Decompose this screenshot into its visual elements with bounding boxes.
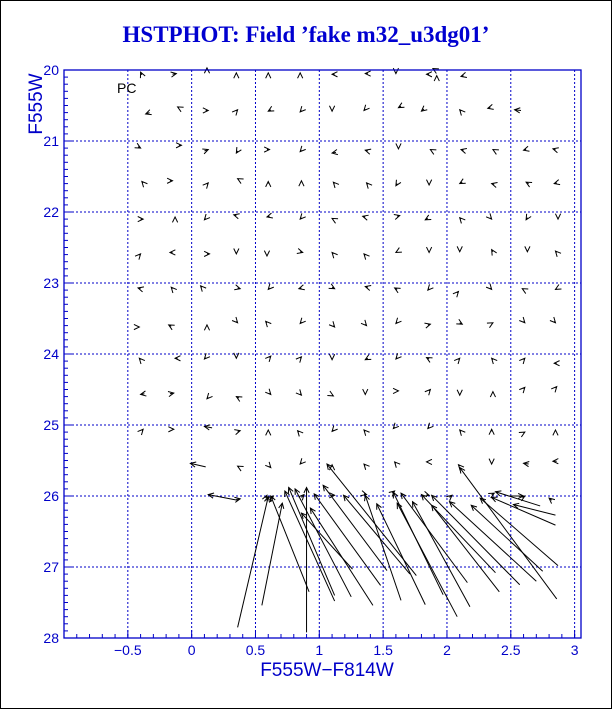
y-axis-label: F555W [26,73,47,135]
y-axis-ticks [43,62,72,646]
displacement-arrow [202,149,208,154]
displacement-arrow [234,248,239,253]
displacement-arrow [456,319,462,324]
displacement-arrow [492,358,498,364]
displacement-arrow [461,72,467,77]
displacement-arrow [300,458,306,464]
displacement-arrow [204,251,209,256]
displacement-arrow [264,251,269,256]
displacement-arrow [300,146,306,152]
displacement-arrow [236,147,241,153]
displacement-arrow [394,214,400,219]
displacement-arrow [555,251,561,257]
displacement-arrow [266,181,271,186]
displacement-arrow [525,246,530,251]
displacement-arrow [170,250,175,255]
chart-title: HSTPHOT: Field ’fake m32_u3dg01’ [122,22,490,47]
displacement-arrow [490,392,495,397]
y-tick-label: 22 [43,204,59,220]
displacement-arrow [135,254,141,260]
displacement-arrow [396,143,401,148]
displacement-arrow [329,106,334,111]
displacement-arrow [519,358,525,364]
displacement-arrow [304,487,309,632]
displacement-arrow [299,285,305,290]
y-tick-label: 20 [43,62,59,78]
displacement-arrow [549,498,555,503]
y-tick-label: 27 [43,559,59,575]
x-tick-label: 2.5 [501,642,521,658]
displacement-arrow [555,214,560,219]
displacement-arrow [492,497,556,525]
displacement-arrow [238,179,244,184]
displacement-arrow [519,432,525,437]
displacement-arrow [238,466,244,471]
displacement-arrow [234,285,240,290]
displacement-arrow [364,430,370,436]
displacement-arrow [232,317,238,323]
displacement-arrow [238,497,270,628]
displacement-arrow [397,503,457,617]
displacement-arrow [377,504,426,605]
displacement-arrow [207,393,213,399]
displacement-arrow [519,317,525,323]
displacement-arrow [141,391,147,396]
displacement-arrow [332,426,338,432]
displacement-arrow [493,150,499,155]
displacement-arrow [332,72,337,77]
displacement-arrow [396,318,402,324]
displacement-arrow [524,146,530,151]
displacement-arrow [169,325,175,330]
displacement-arrow [236,397,242,402]
displacement-arrow [266,321,272,327]
displacement-arrow [285,491,335,601]
displacement-arrow [168,427,173,432]
displacement-arrow [365,285,371,290]
displacement-arrow [425,390,431,396]
displacement-arrow [300,106,306,112]
displacement-arrow [176,143,181,148]
displacement-arrow [178,107,184,112]
displacement-arrow [135,143,141,148]
x-tick-label: 1 [315,642,324,658]
displacement-arrow [460,179,466,184]
displacement-arrow [428,423,434,429]
displacement-arrow [365,71,370,76]
displacement-arrow [427,358,433,363]
y-tick-label: 24 [43,346,59,362]
displacement-arrow [204,214,210,220]
displacement-arrow [208,493,237,500]
displacement-arrow [515,108,521,113]
displacement-arrow [139,358,145,364]
x-tick-label: 3 [570,642,579,658]
displacement-arrow [361,320,367,326]
displacement-arrow [396,180,401,186]
displacement-arrow [296,389,302,395]
displacement-arrow [167,178,172,183]
displacement-arrow [171,72,177,77]
displacement-arrow [396,248,402,253]
displacement-arrow [426,180,431,185]
displacement-arrow [526,214,531,220]
y-tick-label: 28 [43,630,59,646]
displacement-arrow [433,69,439,74]
displacement-arrow [175,356,180,361]
displacement-arrow [460,468,557,599]
displacement-arrow [262,503,284,605]
displacement-arrow [460,430,466,436]
y-tick-label: 23 [43,275,59,291]
displacement-arrow [553,459,558,464]
displacement-arrow [300,213,306,219]
displacement-arrow [297,249,303,254]
displacement-arrow [300,318,306,324]
displacement-arrow [268,106,274,111]
displacement-arrow [425,215,431,220]
displacement-arrow [172,217,177,222]
displacement-arrow [430,150,436,155]
displacement-arrow [265,462,271,468]
displacement-arrow [395,462,401,468]
displacement-arrow [204,425,212,430]
displacement-arrow [168,391,174,396]
displacement-arrow [421,106,427,111]
displacement-arrow [364,254,370,260]
displacement-arrow [265,389,271,395]
displacement-arrow [522,289,528,294]
displacement-arrow [270,496,309,592]
displacement-arrow [146,110,152,115]
displacement-arrow [486,284,492,290]
displacement-arrow [134,324,139,329]
displacement-arrow [550,317,556,323]
displacement-arrow [454,358,460,364]
x-axis-label: F555W−F814W [260,660,394,681]
displacement-arrow [142,181,148,187]
displacement-arrow [268,284,274,290]
displacement-arrow [492,183,498,188]
displacement-arrow [427,72,432,77]
displacement-arrow [553,430,558,435]
displacement-arrow [487,323,493,328]
displacement-arrow [332,218,338,223]
displacement-arrow [554,180,560,185]
displacement-arrow [524,461,530,466]
displacement-arrow [457,390,462,395]
displacement-arrow [393,388,398,393]
x-tick-label: 1.5 [373,642,393,658]
displacement-arrow [393,423,399,429]
grid-lines [64,70,581,638]
displacement-arrow [519,387,525,393]
displacement-arrow [367,183,373,189]
displacement-arrow [327,391,333,396]
x-tick-label: 2 [443,642,451,658]
displacement-arrow [329,284,335,289]
displacement-arrow [138,287,144,292]
displacement-arrow [363,389,368,394]
displacement-arrow [204,325,209,330]
y-tick-label: 21 [43,133,59,149]
displacement-arrow [488,104,494,109]
displacement-arrow [395,288,401,293]
displacement-arrow [393,68,398,73]
x-tick-label: 0.5 [245,642,266,658]
displacement-arrow [171,287,177,293]
displacement-arrow [426,247,431,252]
displacement-arrow [266,73,271,78]
displacement-arrow [364,464,370,470]
displacement-arrow [266,430,271,435]
displacement-arrow [332,252,338,258]
displacement-arrow [234,73,239,78]
panel-label: PC [117,80,137,96]
displacement-arrow [299,181,304,186]
displacement-arrow [232,110,238,116]
displacement-arrow [140,72,145,78]
displacement-arrow [323,485,387,570]
displacement-arrow [398,103,404,108]
displacement-arrow [138,429,144,435]
displacement-arrow [460,110,466,116]
displacement-arrow [363,215,369,220]
displacement-arrow [480,498,558,565]
x-tick-label: 0 [187,642,196,658]
displacement-arrow [332,150,338,155]
displacement-arrow [453,292,459,298]
displacement-arrow [461,148,467,153]
displacement-arrow [551,387,557,393]
x-tick-label: −0.5 [114,642,142,658]
vector-field [134,68,562,632]
displacement-arrow [489,429,494,434]
displacement-arrow [234,214,240,219]
displacement-arrow [424,323,430,328]
displacement-arrow [329,354,334,359]
displacement-arrow [190,462,205,467]
displacement-arrow [234,430,240,435]
x-axis-ticks [77,630,579,658]
displacement-arrow [203,108,208,113]
displacement-arrow [553,148,559,153]
displacement-arrow [296,357,302,363]
displacement-arrow [457,246,462,251]
displacement-arrow [526,182,532,187]
displacement-arrow [510,493,524,498]
displacement-arrow [555,284,561,289]
displacement-arrow [489,459,494,464]
displacement-arrow [460,218,466,224]
displacement-arrow [264,147,269,152]
displacement-arrow [364,105,370,111]
displacement-arrow [365,149,371,154]
displacement-arrow [333,182,339,188]
displacement-arrow [329,321,335,327]
displacement-arrow [301,513,352,569]
y-tick-label: 26 [43,488,59,504]
displacement-arrow [138,216,143,221]
displacement-arrow [427,459,432,464]
displacement-arrow [434,76,439,81]
displacement-arrow [265,356,271,362]
y-tick-label: 25 [43,417,59,433]
displacement-arrow [201,286,207,292]
displacement-arrow [203,183,209,189]
displacement-arrow [267,213,273,218]
displacement-arrow [361,491,367,496]
displacement-arrow [428,284,434,290]
displacement-arrow [298,73,303,78]
displacement-arrow [295,489,351,597]
displacement-arrow [554,361,559,366]
displacement-arrow [365,355,371,360]
displacement-arrow [486,213,492,219]
displacement-arrow [298,431,304,437]
displacement-arrow [492,250,497,256]
